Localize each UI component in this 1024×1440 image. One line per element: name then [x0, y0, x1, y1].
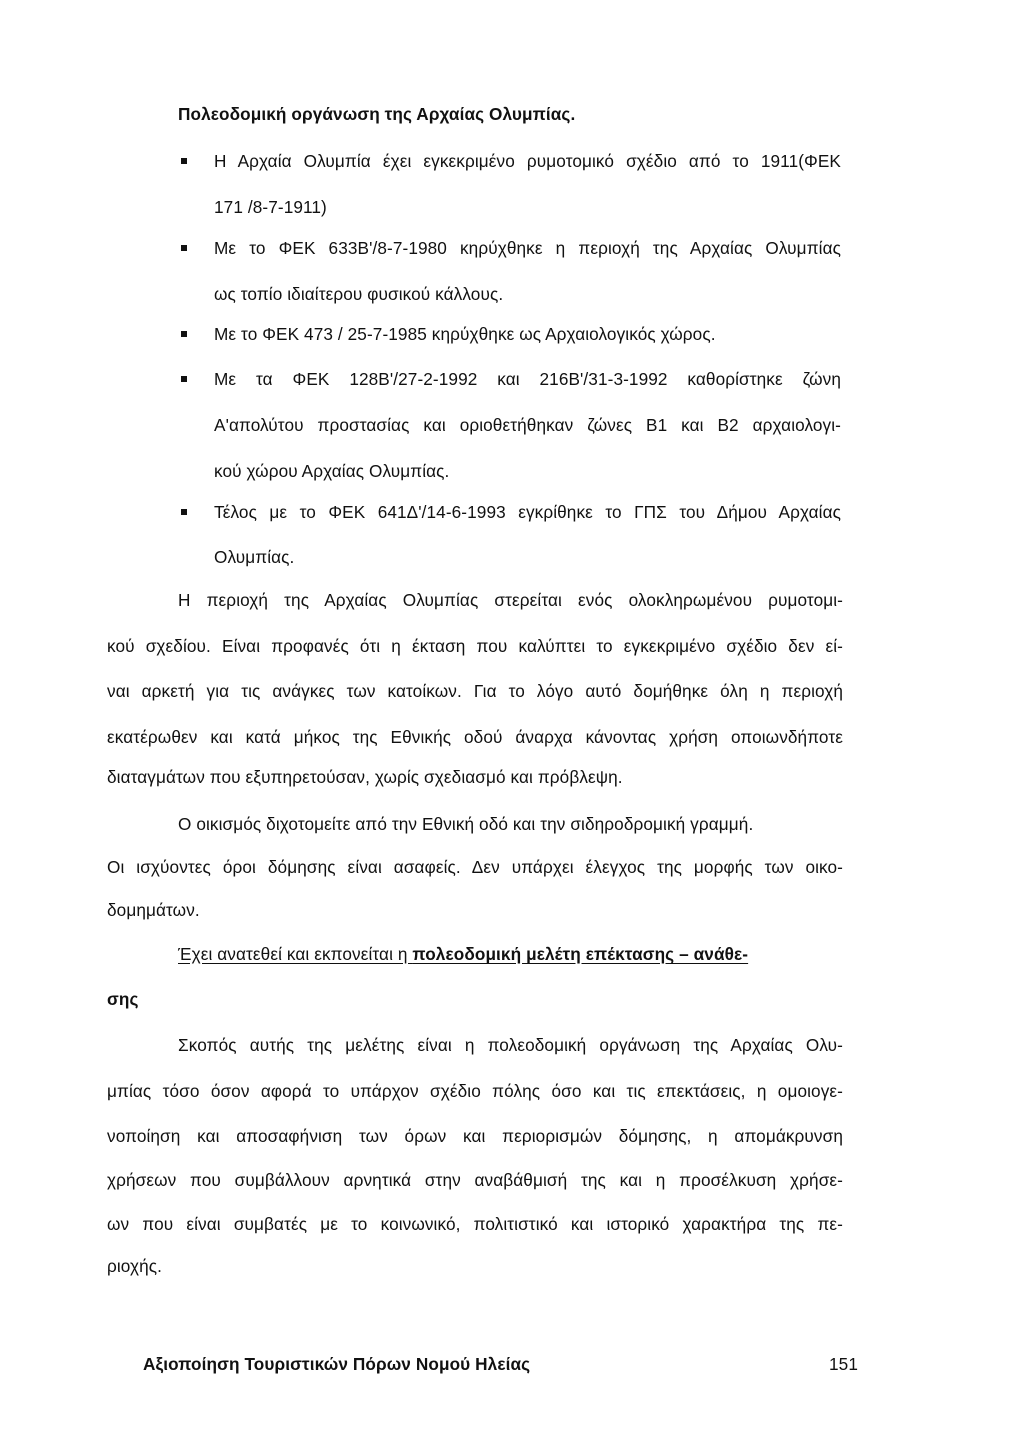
para1-line-2: κού σχεδίου. Είναι προφανές ότι η έκταση που καλύπτει το εγκεκριμένο σχέδιο δεν εί-: [107, 636, 843, 656]
para3-plain-text: Έχει ανατεθεί και εκπονείται η: [178, 944, 413, 964]
bullet-marker: [181, 331, 187, 337]
para1-line-3: ναι αρκετή για τις ανάγκες των κατοίκων. Για το λόγο αυτό δομήθηκε όλη η περιοχή: [107, 681, 843, 701]
bullet-marker: [181, 376, 187, 382]
para3-line-1: [178, 944, 748, 964]
bullet-4-line-2: Α'απολύτου προστασίας και οριοθετήθηκαν ζώνες Β1 και Β2 αρχαιολογι-: [214, 415, 841, 435]
para2-line-2: Οι ισχύοντες όροι δόμησης είναι ασαφείς. Δεν υπάρχει έλεγχος της μορφής των οικο-: [107, 857, 843, 877]
bullet-marker: [181, 509, 187, 515]
para4-line-4: χρήσεων που συμβάλλουν αρνητικά στην αναβάθμισή της και η προσέλκυση χρήσε-: [107, 1170, 843, 1190]
bullet-2-line-1: Με το ΦΕΚ 633Β'/8-7-1980 κηρύχθηκε η περιοχή της Αρχαίας Ολυμπίας: [214, 238, 841, 258]
bullet-1-line-2: 171 /8-7-1911): [214, 197, 327, 217]
bullet-5-line-1: Τέλος με το ΦΕΚ 641Δ'/14-6-1993 εγκρίθηκε το ΓΠΣ του Δήμου Αρχαίας: [214, 502, 841, 522]
para3-bold-text: πολεοδομική μελέτη επέκτασης – ανάθε-: [412, 944, 749, 964]
para4-line-1: Σκοπός αυτής της μελέτης είναι η πολεοδομική οργάνωση της Αρχαίας Ολυ-: [178, 1035, 843, 1055]
bullet-2-line-2: ως τοπίο ιδιαίτερου φυσικού κάλλους.: [214, 284, 504, 304]
section-heading: Πολεοδομική οργάνωση της Αρχαίας Ολυμπίας.: [178, 104, 576, 124]
bullet-4-line-3: κού χώρου Αρχαίας Ολυμπίας.: [214, 461, 450, 481]
para4-line-3: νοποίηση και αποσαφήνιση των όρων και περιορισμών δόμησης, η απομάκρυνση: [107, 1126, 843, 1146]
para3-continuation: σης: [107, 989, 139, 1009]
para4-line-2: μπίας τόσο όσον αφορά το υπάρχον σχέδιο πόλης όσο και τις επεκτάσεις, η ομοιογε-: [107, 1081, 843, 1101]
para4-line-5: ων που είναι συμβατές με το κοινωνικό, πολιτιστικό και ιστορικό χαρακτήρα της πε-: [107, 1214, 843, 1234]
footer-title: Αξιοποίηση Τουριστικών Πόρων Νομού Ηλείας: [143, 1354, 531, 1374]
bullet-marker: [181, 245, 187, 251]
para1-line-4: εκατέρωθεν και κατά μήκος της Εθνικής οδού άναρχα κάνοντας χρήση οποιωνδήποτε: [107, 727, 843, 747]
para1-line-5: διαταγμάτων που εξυπηρετούσαν, χωρίς σχεδιασμό και πρόβλεψη.: [107, 767, 623, 787]
bullet-3-line-1: Με το ΦΕΚ 473 / 25-7-1985 κηρύχθηκε ως Αρχαιολογικός χώρος.: [214, 324, 716, 344]
bullet-marker: [181, 158, 187, 164]
bullet-5-line-2: Ολυμπίας.: [214, 547, 295, 567]
para1-line-1: Η περιοχή της Αρχαίας Ολυμπίας στερείται ενός ολοκληρωμένου ρυμοτομι-: [178, 590, 843, 610]
page-number: 151: [829, 1354, 858, 1374]
para4-line-6: ριοχής.: [107, 1256, 163, 1276]
para2-line-1: Ο οικισμός διχοτομείτε από την Εθνική οδό και την σιδηροδρομική γραμμή.: [178, 814, 754, 834]
bullet-4-line-1: Με τα ΦΕΚ 128Β'/27-2-1992 και 216Β'/31-3-1992 καθορίστηκε ζώνη: [214, 369, 841, 389]
para2-line-3: δομημάτων.: [107, 900, 200, 920]
bullet-1-line-1: Η Αρχαία Ολυμπία έχει εγκεκριμένο ρυμοτομικό σχέδιο από το 1911(ΦΕΚ: [214, 151, 841, 171]
